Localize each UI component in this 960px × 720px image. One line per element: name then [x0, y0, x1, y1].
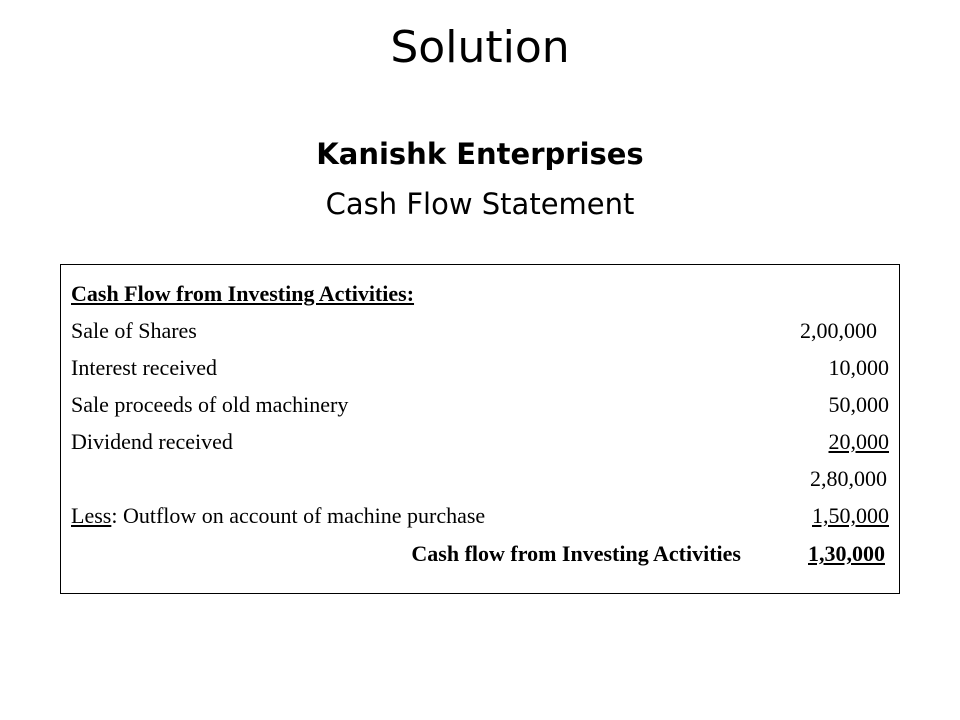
less-prefix: Less: [71, 503, 112, 528]
row-amount: 10,000: [828, 355, 889, 380]
row-label: Sale of Shares: [71, 318, 197, 343]
section-heading: Cash Flow from Investing Activities:: [71, 281, 415, 306]
row-amount: 2,00,000: [800, 318, 877, 343]
less-amount: 1,50,000: [812, 503, 889, 528]
table-row: [61, 349, 901, 386]
table-row: [61, 312, 901, 349]
row-label: Interest received: [71, 355, 217, 380]
subtotal-row: [61, 460, 901, 497]
less-label: [71, 497, 485, 534]
total-row: [61, 535, 901, 572]
slide-title: Solution: [390, 22, 570, 73]
less-text: : Outflow on account of machine purchase: [111, 503, 486, 528]
company-name: Kanishk Enterprises: [316, 137, 644, 171]
statement-title: Cash Flow Statement: [325, 187, 635, 221]
table-row: [61, 386, 901, 423]
total-amount: 1,30,000: [808, 541, 885, 566]
row-amount: 20,000: [828, 429, 889, 454]
cash-flow-table: [60, 264, 900, 594]
row-label: Dividend received: [71, 429, 233, 454]
row-label: Sale proceeds of old machinery: [71, 392, 349, 417]
section-heading-row: [61, 275, 901, 312]
table-row: [61, 423, 901, 460]
row-amount: 50,000: [828, 392, 889, 417]
subtotal-amount: 2,80,000: [810, 466, 887, 491]
less-row: [61, 497, 901, 534]
total-label: Cash flow from Investing Activities: [411, 541, 741, 566]
